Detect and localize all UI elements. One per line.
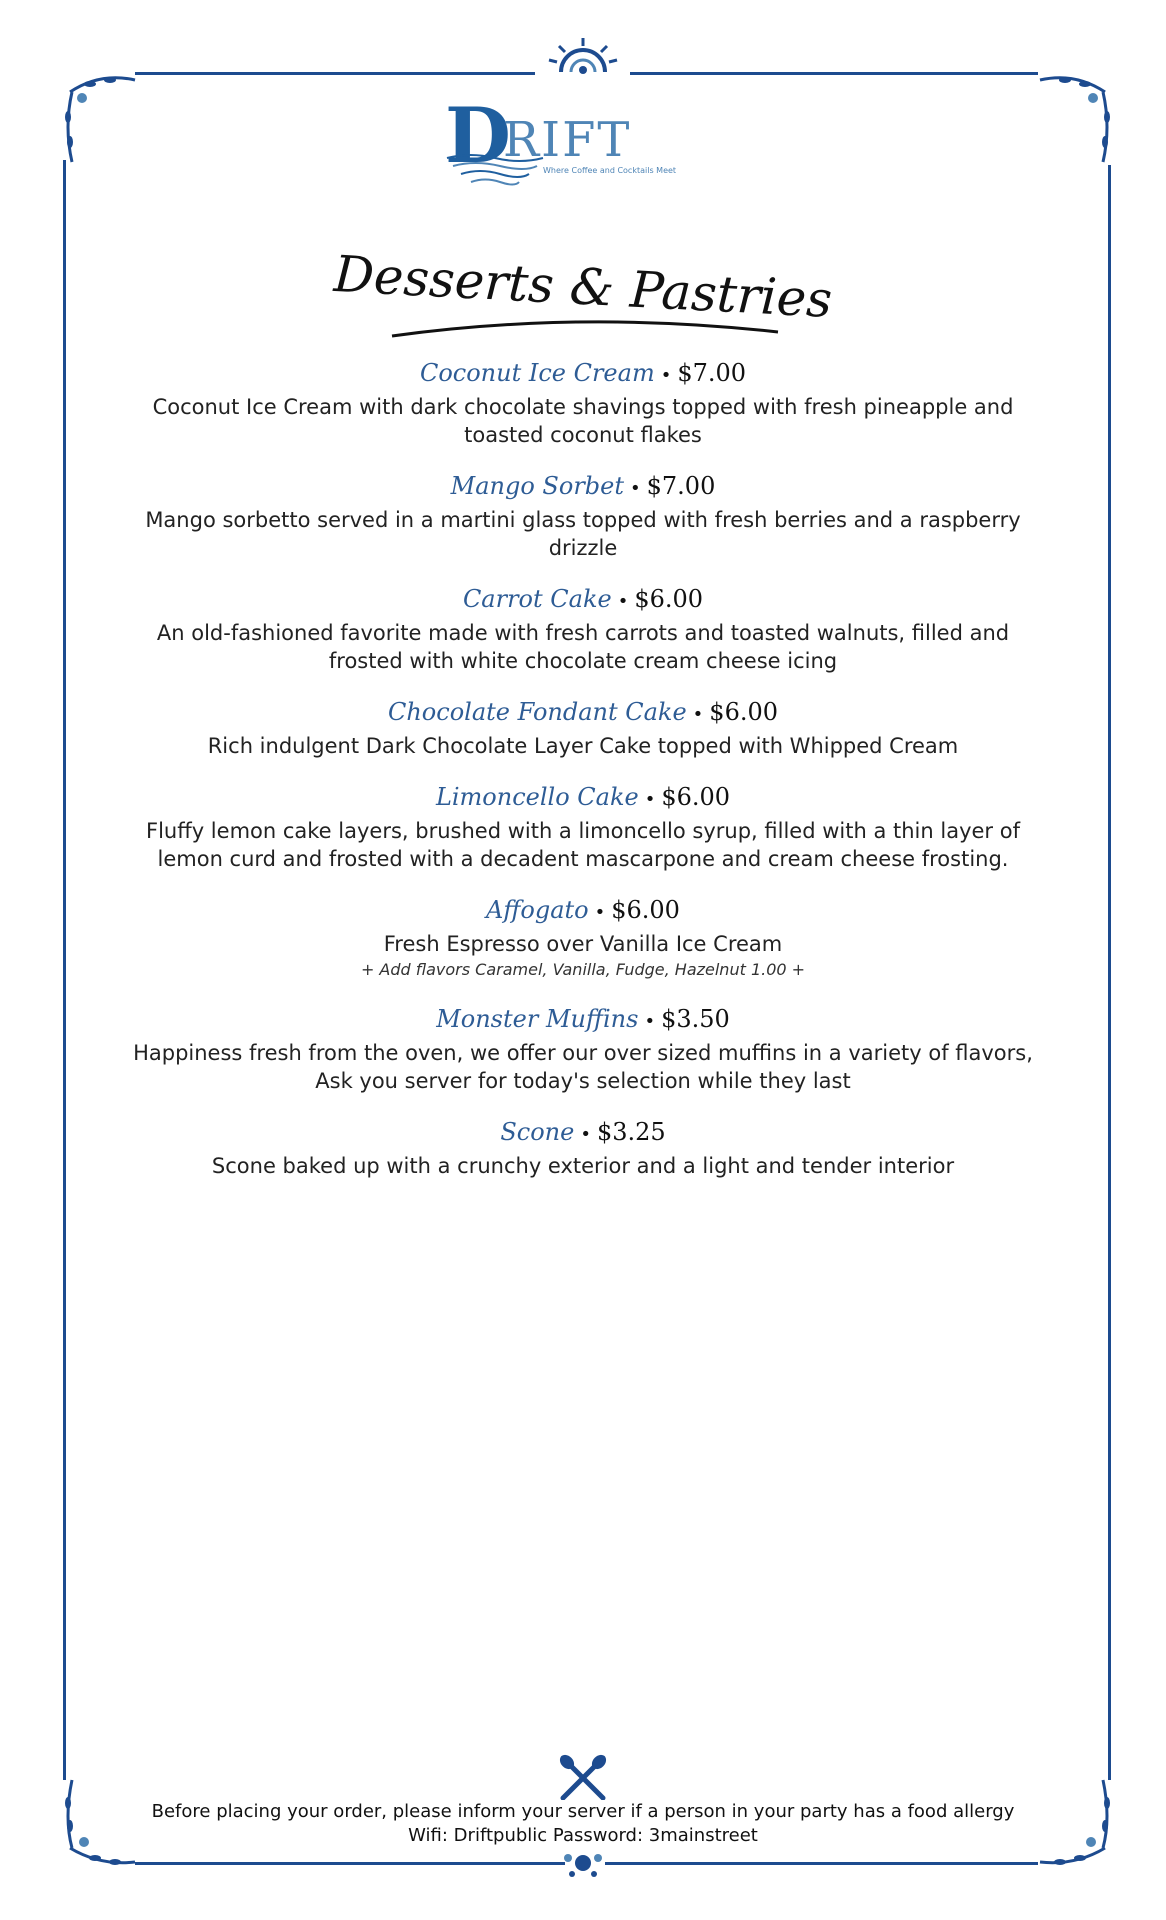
item-price: $3.25 bbox=[596, 1118, 666, 1146]
item-separator: • bbox=[630, 478, 641, 499]
menu-item bbox=[120, 469, 1046, 562]
drift-logo bbox=[445, 91, 685, 190]
frame-left-line bbox=[63, 160, 66, 1780]
menu-item bbox=[120, 356, 1046, 449]
corner-ornament-top-right-icon bbox=[1035, 72, 1115, 167]
item-separator: • bbox=[580, 1124, 591, 1145]
logo-wordmark: RIFT bbox=[503, 112, 632, 168]
item-description: Fresh Espresso over Vanilla Ice Cream bbox=[383, 932, 783, 956]
item-description: An old-fashioned favorite made with fresh carrots and toasted walnuts, filled and frosted with white chocolate cream cheese icing bbox=[156, 621, 1010, 673]
item-price: $3.50 bbox=[661, 1005, 730, 1033]
dessert-menu-list bbox=[120, 356, 1046, 1200]
item-name: Limoncello Cake bbox=[435, 783, 639, 811]
frame-bottom-left-line bbox=[135, 1862, 565, 1865]
menu-item bbox=[120, 1115, 1046, 1180]
item-separator: • bbox=[660, 365, 672, 386]
item-description: Happiness fresh from the oven, we offer our over sized muffins in a variety of flavors, Ask you server for today's selection while they last bbox=[133, 1041, 1033, 1093]
item-separator: • bbox=[594, 902, 606, 923]
item-description: Scone baked up with a crunchy exterior and a light and tender interior bbox=[211, 1154, 955, 1178]
item-description: Coconut Ice Cream with dark chocolate shavings topped with fresh pineapple and toasted coconut flakes bbox=[152, 395, 1014, 447]
item-description: Fluffy lemon cake layers, brushed with a limoncello syrup, filled with a thin layer of lemon curd and frosted with a decadent mascarpone and cream cheese frosting. bbox=[146, 819, 1020, 871]
item-name: Scone bbox=[500, 1118, 575, 1146]
frame-bottom-right-line bbox=[605, 1862, 1038, 1865]
menu-item bbox=[120, 1002, 1046, 1095]
water-ripple-icon bbox=[445, 148, 545, 188]
logo-letter: D bbox=[445, 91, 511, 180]
wifi-info: Wifi: Driftpublic Password: 3mainstreet bbox=[408, 1825, 758, 1846]
item-description: Mango sorbetto served in a martini glass topped with fresh berries and a raspberry drizzle bbox=[145, 508, 1021, 560]
menu-item bbox=[120, 695, 1046, 760]
footer bbox=[0, 1800, 1166, 1848]
item-price: $7.00 bbox=[646, 472, 716, 500]
item-name: Chocolate Fondant Cake bbox=[387, 698, 687, 726]
item-price: $6.00 bbox=[611, 896, 680, 924]
crossed-utensils-icon bbox=[557, 1752, 609, 1800]
item-name: Affogato bbox=[486, 896, 589, 924]
sun-ornament-icon bbox=[545, 36, 621, 76]
logo-tagline: Where Coffee and Cocktails Meet bbox=[543, 166, 677, 175]
bottom-ornament-icon bbox=[560, 1846, 606, 1880]
frame-top-left-line bbox=[135, 72, 535, 75]
item-price: $7.00 bbox=[677, 359, 747, 387]
menu-item bbox=[120, 780, 1046, 873]
item-name: Carrot Cake bbox=[462, 585, 612, 613]
item-separator: • bbox=[644, 789, 656, 810]
heading-underline bbox=[390, 316, 780, 338]
frame-top-right-line bbox=[630, 72, 1038, 75]
menu-item bbox=[120, 582, 1046, 675]
item-price: $6.00 bbox=[661, 783, 731, 811]
corner-ornament-top-left-icon bbox=[60, 72, 140, 167]
item-separator: • bbox=[644, 1011, 656, 1032]
item-price: $6.00 bbox=[634, 585, 704, 613]
section-heading: Desserts & Pastries bbox=[332, 244, 834, 330]
item-name: Monster Muffins bbox=[436, 1005, 639, 1033]
item-addon-note: + Add flavors Caramel, Vanilla, Fudge, Hazelnut 1.00 + bbox=[360, 960, 806, 979]
item-separator: • bbox=[617, 591, 629, 612]
item-separator: • bbox=[692, 704, 704, 725]
item-description: Rich indulgent Dark Chocolate Layer Cake topped with Whipped Cream bbox=[207, 734, 959, 758]
item-price: $6.00 bbox=[709, 698, 779, 726]
item-name: Coconut Ice Cream bbox=[419, 359, 655, 387]
allergy-notice: Before placing your order, please inform your server if a person in your party has a food allergy bbox=[151, 1801, 1015, 1822]
item-name: Mango Sorbet bbox=[450, 472, 624, 500]
menu-item bbox=[120, 893, 1046, 982]
frame-right-line bbox=[1108, 165, 1111, 1780]
